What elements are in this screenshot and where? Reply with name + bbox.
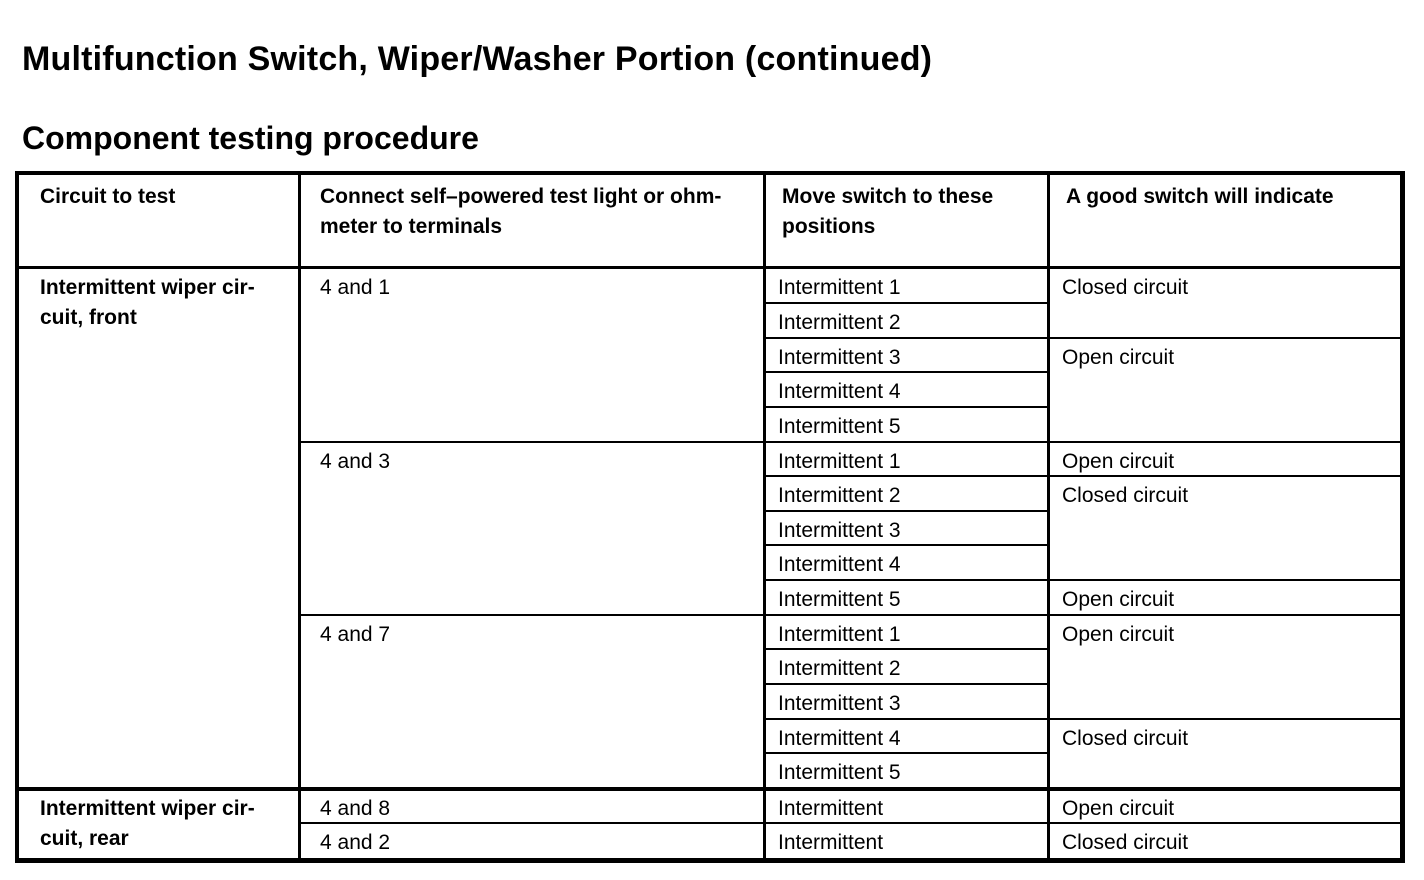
switch-position: Intermittent 1 [778,276,901,299]
switch-result: Open circuit [1062,623,1175,646]
row-rule [764,752,1048,754]
switch-position: Intermittent [778,831,884,854]
switch-position: Intermittent 4 [778,380,901,403]
row-rule [764,510,1048,512]
terminal-pair: 4 and 7 [320,623,391,646]
switch-position: Intermittent 1 [778,623,901,646]
switch-position: Intermittent 3 [778,692,901,715]
switch-position: Intermittent 2 [778,657,901,680]
switch-position: Intermittent 5 [778,761,901,784]
header-circuit-to-test: Circuit to test [40,185,176,208]
switch-position: Intermittent 4 [778,727,901,750]
terminal-pair: 4 and 8 [320,797,391,820]
header-rule [15,266,1400,269]
switch-position: Intermittent 3 [778,346,901,369]
row-rule [764,302,1048,304]
row-rule [1048,475,1400,477]
page-title: Multifunction Switch, Wiper/Washer Portion (continued) [22,40,933,78]
circuit-rule [15,787,1400,791]
column-divider [298,171,301,858]
switch-position: Intermittent 2 [778,484,901,507]
row-rule [764,544,1048,546]
section-title: Component testing procedure [22,120,479,156]
row-rule [1048,337,1400,339]
switch-position: Intermittent 2 [778,311,901,334]
switch-result: Open circuit [1062,346,1175,369]
header-connect-terminals: Connect self–powered test light or ohm- meter to terminals [320,185,722,238]
row-rule [764,579,1048,581]
row-rule [764,683,1048,685]
switch-result: Open circuit [1062,450,1175,473]
switch-position: Intermittent 3 [778,519,901,542]
circuit-name: Intermittent wiper cir- cuit, front [40,276,255,329]
switch-result: Closed circuit [1062,727,1189,750]
circuit-name: Intermittent wiper cir- cuit, rear [40,797,255,850]
terminal-pair: 4 and 1 [320,276,391,299]
group-rule [299,822,1400,824]
switch-position: Intermittent 1 [778,450,901,473]
row-rule [764,718,1048,720]
row-rule [764,371,1048,373]
row-rule [764,475,1048,477]
row-rule [764,406,1048,408]
switch-position: Intermittent 5 [778,415,901,438]
header-switch-positions: Move switch to these positions [782,185,994,238]
row-rule [764,337,1048,339]
group-rule [299,614,1400,616]
terminal-pair: 4 and 3 [320,450,391,473]
column-divider [763,171,766,858]
switch-result: Closed circuit [1062,484,1189,507]
row-rule [764,648,1048,650]
switch-position: Intermittent [778,797,884,820]
terminal-pair: 4 and 2 [320,831,391,854]
column-divider [1047,171,1050,858]
group-rule [299,441,1400,443]
switch-result: Open circuit [1062,797,1175,820]
row-rule [1048,718,1400,720]
switch-result: Closed circuit [1062,276,1189,299]
row-rule [1048,579,1400,581]
header-good-switch-indicates: A good switch will indicate [1066,185,1334,208]
switch-position: Intermittent 5 [778,588,901,611]
switch-result: Closed circuit [1062,831,1189,854]
switch-position: Intermittent 4 [778,553,901,576]
switch-result: Open circuit [1062,588,1175,611]
